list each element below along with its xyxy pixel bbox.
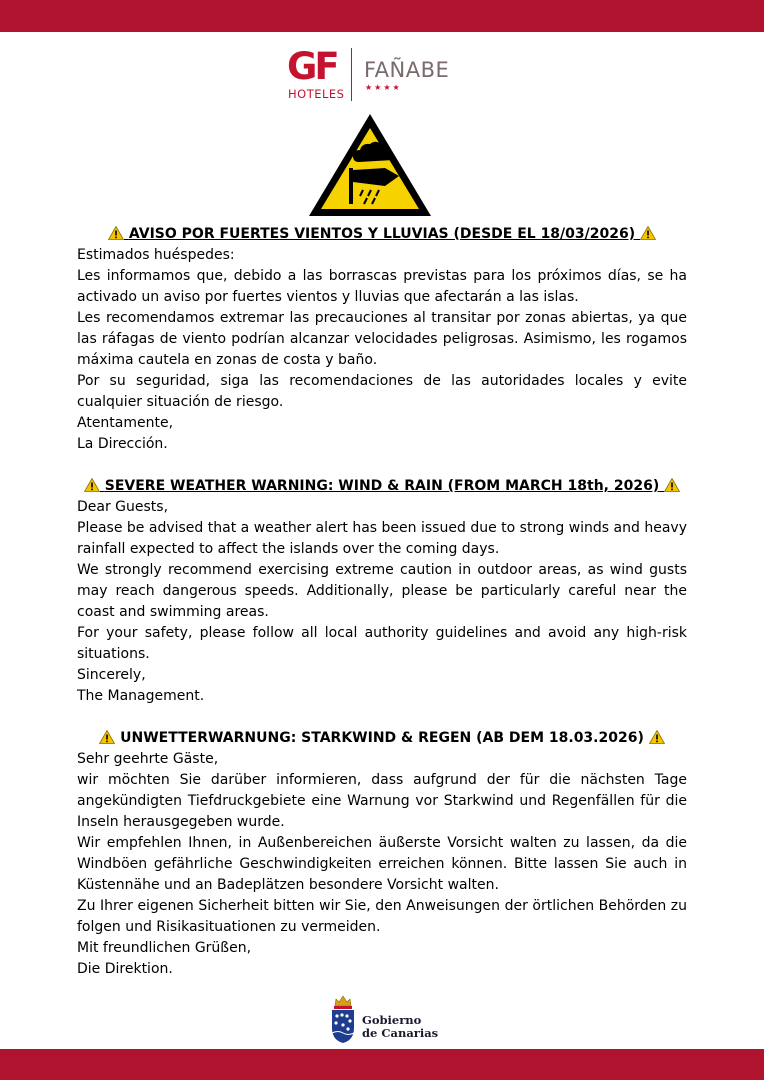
signature: Die Direktion. <box>77 961 173 977</box>
warning-icon <box>664 478 680 492</box>
warning-icon <box>640 226 656 240</box>
logo-stars: ★★★★ <box>365 83 402 92</box>
closing: Atentamente, <box>77 415 174 431</box>
paragraph: We strongly recommend exercising extreme caution in outdoor areas, as wind gusts may reach dangerous speeds. Additionally, please be particularly careful near the coast and swimming areas. <box>77 562 687 620</box>
logo-hotel-name: FAÑABE <box>364 58 450 82</box>
notice-body <box>77 224 687 1001</box>
paragraph: Por su seguridad, siga las recomendaciones de las autoridades locales y evite cualquier situación de riesgo. <box>77 373 687 410</box>
paragraph: Please be advised that a weather alert has been issued due to strong winds and heavy rainfall expected to affect the islands over the coming days. <box>77 520 687 557</box>
salutation: Dear Guests, <box>77 499 169 515</box>
heading-text: SEVERE WEATHER WARNING: WIND & RAIN (FROM MARCH 18th, 2026) <box>104 478 660 494</box>
paragraph: For your safety, please follow all local authority guidelines and avoid any high-risk situations. <box>77 625 687 662</box>
closing: Mit freundlichen Grüßen, <box>77 940 252 956</box>
top-color-band <box>0 0 764 32</box>
section-heading <box>77 728 687 749</box>
gov-line2: de Canarias <box>362 1026 439 1040</box>
paragraph: Zu Ihrer eigenen Sicherheit bitten wir Sie, den Anweisungen der örtlichen Behörden zu folgen und Risikasituationen zu vermeiden. <box>77 898 687 935</box>
logo-mark: GF <box>287 45 337 88</box>
gov-text <box>362 1014 438 1040</box>
section-english <box>77 476 687 707</box>
paragraph: wir möchten Sie darüber informieren, dass aufgrund der für die nächsten Tage angekündigten Tiefdruckgebiete eine Warnung vor Starkwind und Regenfällen für die Inseln herausgegeben wurde. <box>77 772 687 830</box>
paragraph: Les informamos que, debido a las borrascas previstas para los próximos días, se ha activado un aviso por fuertes vientos y lluvias que afectarán a las islas. <box>77 268 687 305</box>
section-heading <box>77 224 687 245</box>
warning-icon <box>84 478 100 492</box>
gobierno-de-canarias-logo <box>330 994 450 1046</box>
strong-wind-warning-icon <box>305 110 435 220</box>
logo-subline: HOTELES <box>288 87 345 101</box>
heading-text: UNWETTERWARNUNG: STARKWIND & REGEN (AB DEM 18.03.2026) <box>120 730 644 746</box>
paragraph: Les recomendamos extremar las precauciones al transitar por zonas abiertas, ya que las ráfagas de viento podrían alcanzar velocidades peligrosas. Asimismo, les rogamos máxima cautela en zonas de costa y baño. <box>77 310 687 368</box>
logo-divider <box>351 48 352 101</box>
warning-icon <box>649 730 665 744</box>
salutation: Estimados huéspedes: <box>77 247 235 263</box>
heading-text: AVISO POR FUERTES VIENTOS Y LLUVIAS (DESDE EL 18/03/2026) <box>128 226 636 242</box>
warning-icon <box>99 730 115 744</box>
section-german <box>77 728 687 980</box>
warning-icon <box>108 226 124 240</box>
bottom-color-band <box>0 1049 764 1080</box>
hotel-logo <box>287 46 467 104</box>
section-spanish <box>77 224 687 455</box>
coat-of-arms-icon <box>330 994 356 1044</box>
section-heading <box>77 476 687 497</box>
gov-line1: Gobierno <box>362 1013 422 1027</box>
salutation: Sehr geehrte Gäste, <box>77 751 219 767</box>
paragraph: Wir empfehlen Ihnen, in Außenbereichen äußerste Vorsicht walten zu lassen, da die Windböen gefährliche Geschwindigkeiten erreichen können. Bitte lassen Sie auch in Küstennähe und an Badeplätzen besondere Vorsicht walten. <box>77 835 687 893</box>
closing: Sincerely, <box>77 667 146 683</box>
signature: The Management. <box>77 688 205 704</box>
signature: La Dirección. <box>77 436 168 452</box>
